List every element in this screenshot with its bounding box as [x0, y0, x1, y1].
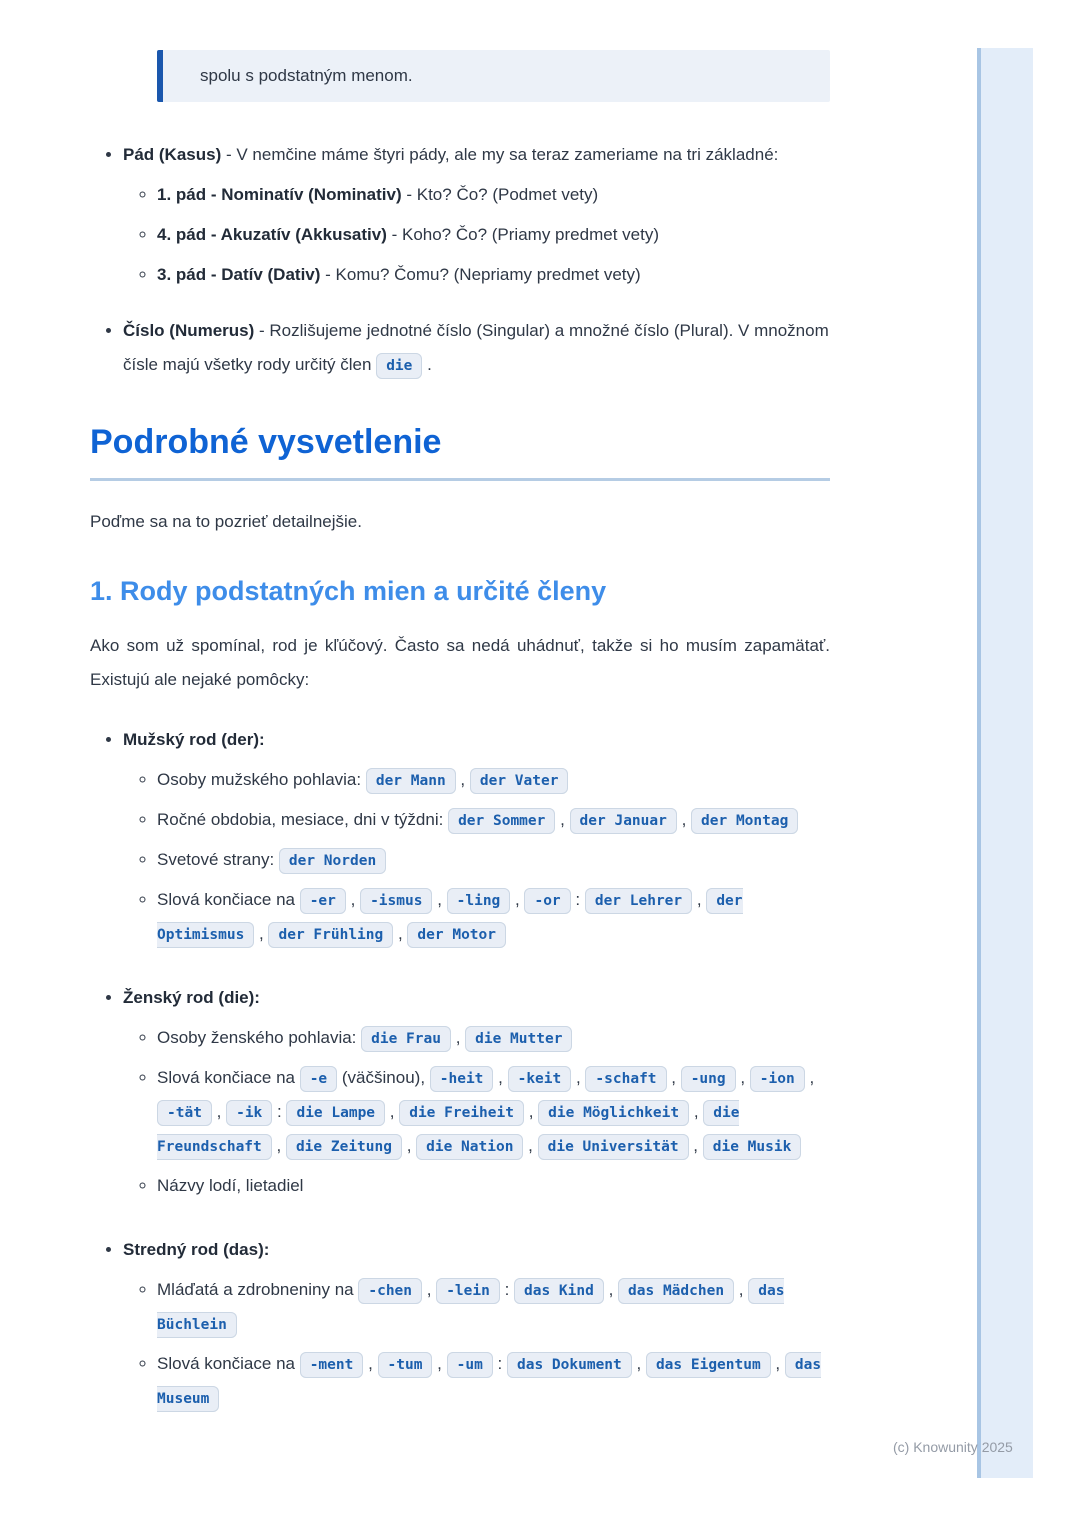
- code-badge: der Sommer: [448, 808, 555, 834]
- code-badge: die Frau: [361, 1026, 451, 1052]
- code-badge: der Mann: [366, 768, 456, 794]
- intro-paragraph: Poďme sa na to pozrieť detailnejšie.: [90, 512, 362, 531]
- code-badge: die Zeitung: [286, 1134, 402, 1160]
- grammar-category-list: [90, 138, 830, 382]
- code-badge: der Norden: [279, 848, 386, 874]
- gender-title: Mužský rod (der):: [123, 730, 265, 749]
- code-badge: -ling: [447, 888, 511, 914]
- sublist-item-rest: - Komu? Čomu? (Nepriamy predmet vety): [320, 265, 641, 284]
- code-badge: das Mädchen: [618, 1278, 734, 1304]
- sublist-item: ◦ Ročné obdobia, mesiace, dni v týždni: der Sommer , der Januar , der Montag: [157, 803, 830, 837]
- list-item-rest: - Rozlišujeme jednotné číslo (Singular) a množné číslo (Plural). V množnom čísle majú všetky rody určitý člen die .: [123, 321, 829, 374]
- sublist-item: ◦ Svetové strany: der Norden: [157, 843, 830, 877]
- sublist-item-lead: 3. pád - Datív (Dativ): [157, 265, 321, 284]
- code-badge: -tum: [378, 1352, 433, 1378]
- blockquote-callout: [157, 50, 830, 102]
- code-badge: der Frühling: [268, 922, 393, 948]
- sublist-item: ◦ Názvy lodí, lietadiel: [157, 1169, 830, 1203]
- code-badge: der Optimismus: [157, 888, 743, 948]
- gender-neuter-sublist: [123, 1273, 830, 1415]
- page-title: Podrobné vysvetlenie: [90, 422, 830, 481]
- code-badge: die Freundschaft: [157, 1100, 739, 1160]
- code-badge: das Eigentum: [646, 1352, 771, 1378]
- sublist-item-akuzativ: [157, 218, 830, 252]
- code-badge: das Büchlein: [157, 1278, 784, 1338]
- gender-masculine: [123, 723, 830, 951]
- sublist-item-dativ: [157, 258, 830, 292]
- list-item-rest: - V nemčine máme štyri pády, ale my sa teraz zameriame na tri základné:: [221, 145, 779, 164]
- sublist-item: ◦ Slová končiace na -e (väčšinou), -heit , -keit , -schaft , -ung , -ion , -tät , -ik : die Lampe , die Freiheit , die Möglichkeit , die Freundschaft , die Zeitung , die Nation , die Universität , die Musik: [157, 1061, 830, 1163]
- sublist-item-lead: 1. pád - Nominatív (Nominativ): [157, 185, 402, 204]
- code-badge: der Lehrer: [585, 888, 692, 914]
- code-badge: -lein: [436, 1278, 500, 1304]
- gender-list: [90, 723, 830, 1415]
- gender-neuter: [123, 1233, 830, 1415]
- gender-title: Ženský rod (die):: [123, 988, 260, 1007]
- code-badge: -ment: [300, 1352, 364, 1378]
- code-badge: das Museum: [157, 1352, 821, 1412]
- sublist-item-lead: 4. pád - Akuzatív (Akkusativ): [157, 225, 387, 244]
- code-badge: der Montag: [691, 808, 798, 834]
- code-badge: die Nation: [416, 1134, 523, 1160]
- sublist-item-rest: - Koho? Čo? (Priamy predmet vety): [386, 225, 659, 244]
- section-paragraph: Ako som už spomínal, rod je kľúčový. Často sa nedá uhádnuť, takže si ho musím zapamätať. Existujú ale nejaké pomôcky:: [90, 636, 830, 689]
- gender-feminine: [123, 981, 830, 1203]
- code-badge: -um: [447, 1352, 493, 1378]
- code-badge: -ik: [226, 1100, 272, 1126]
- code-badge: -er: [300, 888, 346, 914]
- code-badge: die Universität: [538, 1134, 689, 1160]
- code-badge: der Januar: [570, 808, 677, 834]
- code-badge: -chen: [358, 1278, 422, 1304]
- code-badge: -heit: [430, 1066, 494, 1092]
- code-badge: die Musik: [703, 1134, 802, 1160]
- code-badge: die Möglichkeit: [538, 1100, 689, 1126]
- list-item-lead: Pád (Kasus): [123, 145, 222, 164]
- code-badge: -e: [300, 1066, 337, 1092]
- code-badge: -ung: [681, 1066, 736, 1092]
- pad-sublist: [123, 178, 830, 292]
- list-item-cislo: [123, 314, 830, 382]
- code-badge: -or: [524, 888, 570, 914]
- code-badge: -tät: [157, 1100, 212, 1126]
- code-badge: -keit: [508, 1066, 572, 1092]
- scrollbar-track[interactable]: [977, 48, 1033, 1478]
- section-heading-rody: 1. Rody podstatných mien a určité členy: [90, 576, 607, 606]
- code-badge: -schaft: [585, 1066, 666, 1092]
- sublist-item: ◦ Slová končiace na -ment , -tum , -um : das Dokument , das Eigentum , das Museum: [157, 1347, 830, 1415]
- code-badge: die Freiheit: [399, 1100, 524, 1126]
- document-content: [90, 50, 830, 1445]
- gender-masculine-sublist: [123, 763, 830, 951]
- sublist-item: ◦ Mláďatá a zdrobneniny na -chen , -lein : das Kind , das Mädchen , das Büchlein: [157, 1273, 830, 1341]
- blockquote-text: spolu s podstatným menom.: [200, 66, 413, 85]
- sublist-item: ◦ Osoby mužského pohlavia: der Mann , der Vater: [157, 763, 830, 797]
- code-badge: das Dokument: [507, 1352, 632, 1378]
- code-badge: die Lampe: [286, 1100, 385, 1126]
- code-badge: die Mutter: [465, 1026, 572, 1052]
- sublist-item: ◦ Osoby ženského pohlavia: die Frau , die Mutter: [157, 1021, 830, 1055]
- code-badge: der Vater: [470, 768, 569, 794]
- list-item-lead: Číslo (Numerus): [123, 321, 255, 340]
- sublist-item-nominativ: [157, 178, 830, 212]
- copyright-notice: (c) Knowunity 2025: [893, 1439, 1013, 1455]
- code-badge: der Motor: [407, 922, 506, 948]
- gender-title: Stredný rod (das):: [123, 1240, 270, 1259]
- code-badge: -ion: [750, 1066, 805, 1092]
- sublist-item: ◦ Slová končiace na -er , -ismus , -ling , -or : der Lehrer , der Optimismus , der Frühling , der Motor: [157, 883, 830, 951]
- code-badge: die: [376, 353, 422, 379]
- gender-feminine-sublist: [123, 1021, 830, 1203]
- sublist-item-rest: - Kto? Čo? (Podmet vety): [401, 185, 599, 204]
- code-badge: -ismus: [360, 888, 432, 914]
- list-item-pad: [123, 138, 830, 292]
- code-badge: das Kind: [514, 1278, 604, 1304]
